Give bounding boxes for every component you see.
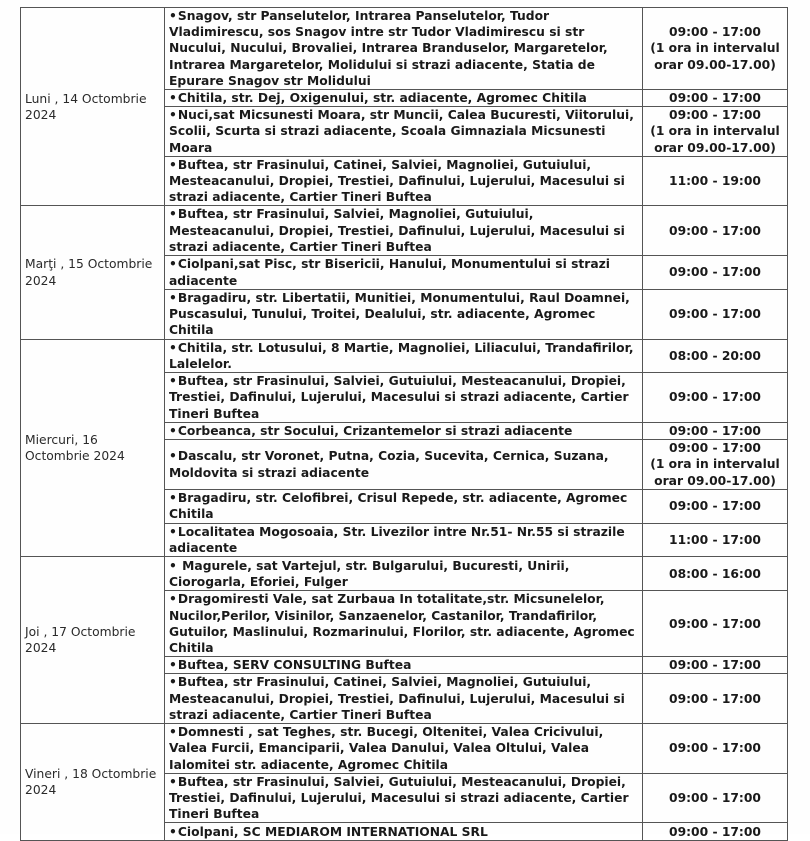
location-cell <box>165 423 643 440</box>
schedule-row <box>21 557 788 591</box>
location-text: Buftea, str Frasinului, Catinei, Salviei, Magnoliei, Gutuiului, Mesteacanului, Dropiei, Trestiei, Dafinului, Lujerului, Macesului si strazi adiacente, Cartier Tineri Buftea <box>169 157 625 205</box>
time-interval: 08:00 - 16:00 <box>669 566 761 581</box>
day-date-cell: Miercuri, 16 Octombrie 2024 <box>21 339 165 557</box>
time-note: (1 ora in intervalul orar 09.00-17.00) <box>650 457 780 488</box>
time-interval: 11:00 - 19:00 <box>669 174 761 189</box>
time-cell <box>643 156 788 206</box>
bullet-icon: • <box>169 108 177 123</box>
schedule-row <box>21 339 788 372</box>
bullet-icon: • <box>169 91 177 106</box>
location-cell <box>165 657 643 674</box>
day-date-cell: Vineri , 18 Octombrie 2024 <box>21 724 165 841</box>
time-cell <box>643 373 788 423</box>
time-interval: 09:00 - 17:00 <box>669 108 761 123</box>
time-interval: 08:00 - 20:00 <box>669 348 761 363</box>
bullet-icon: • <box>169 774 177 789</box>
location-text: Buftea, str Frasinului, Salviei, Gutuiului, Mesteacanului, Dropiei, Trestiei, Dafinului, Lujerului, Macesului si strazi adiacente, Cartier Tineri Buftea <box>169 374 629 421</box>
bullet-icon: • <box>169 257 177 272</box>
bullet-icon: • <box>169 291 177 306</box>
location-cell <box>165 256 643 290</box>
outage-schedule-table <box>20 7 788 841</box>
location-text: Buftea, str Frasinului, Salviei, Magnoliei, Gutuiului, Mesteacanului, Dropiei, Trestiei, Dafinului, Lujerului, Macesului si strazi adiacente, Cartier Tineri Buftea <box>169 207 625 254</box>
bullet-icon: • <box>169 524 177 539</box>
location-text: Corbeanca, str Socului, Crizantemelor si strazi adiacente <box>177 424 573 439</box>
time-cell <box>643 339 788 372</box>
location-text: Chitila, str. Lotusului, 8 Martie, Magnoliei, Liliacului, Trandafirilor, Lalelelor. <box>169 340 634 371</box>
bullet-icon: • <box>169 340 177 355</box>
bullet-icon: • <box>169 658 177 673</box>
bullet-icon: • <box>169 9 177 23</box>
bullet-icon: • <box>169 449 177 464</box>
location-text: Snagov, str Panselutelor, Intrarea Panselutelor, Tudor Vladimirescu, sos Snagov intre str Tudor Vladimirescu si str Nucului, Nucului, Brovaliei, Intrarea Branduselor, Margaretelor, Intrarea Margaretelor, Molidului si strazi adiacente, Statia de Epurare Snagov str Molidului <box>169 9 608 88</box>
location-text: Localitatea Mogosoaia, Str. Livezilor intre Nr.51- Nr.55 si strazile adiacente <box>169 524 625 556</box>
location-cell <box>165 440 643 490</box>
time-cell <box>643 591 788 657</box>
bullet-icon: • <box>169 675 177 690</box>
schedule-row <box>21 724 788 774</box>
bullet-icon: • <box>169 592 177 607</box>
time-interval: 09:00 - 17:00 <box>669 265 761 280</box>
location-text: Dascalu, str Voronet, Putna, Cozia, Sucevita, Cernica, Suzana, Moldovita si strazi adiacente <box>169 449 609 480</box>
time-interval: 09:00 - 17:00 <box>669 441 761 456</box>
location-text: Chitila, str. Dej, Oxigenului, str. adiacente, Agromec Chitila <box>177 91 587 106</box>
time-interval: 09:00 - 17:00 <box>669 691 761 706</box>
location-cell <box>165 90 643 107</box>
time-cell <box>643 8 788 90</box>
location-cell <box>165 8 643 90</box>
bullet-icon: • <box>169 207 177 222</box>
schedule-body <box>21 8 788 841</box>
time-note: (1 ora in intervalul orar 09.00-17.00) <box>650 41 780 72</box>
time-cell <box>643 773 788 823</box>
time-cell <box>643 557 788 591</box>
time-interval: 09:00 - 17:00 <box>669 790 761 805</box>
time-interval: 09:00 - 17:00 <box>669 499 761 514</box>
location-cell <box>165 156 643 206</box>
time-note: (1 ora in intervalul orar 09.00-17.00) <box>650 124 780 155</box>
time-cell <box>643 90 788 107</box>
time-cell <box>643 823 788 841</box>
time-cell <box>643 206 788 256</box>
location-text: Dragomiresti Vale, sat Zurbaua In totalitate,str. Micsunelelor, Nucilor,Perilor, Visinilor, Sanzaenelor, Castanilor, Trandafirilor, Gutuilor, Maslinului, Rozmarinului, Florilor, str. adiacente, Agromec Chitila <box>169 592 635 655</box>
bullet-icon: • <box>169 824 177 839</box>
time-interval: 09:00 - 17:00 <box>669 424 761 439</box>
time-interval: 11:00 - 17:00 <box>669 532 761 547</box>
location-cell <box>165 674 643 724</box>
location-cell <box>165 591 643 657</box>
location-text: Nuci,sat Micsunesti Moara, str Muncii, Calea Bucuresti, Viitorului, Scolii, Scurta si strazi adiacente, Scoala Gimnaziala Micsunesti Moara <box>169 108 634 155</box>
time-interval: 09:00 - 17:00 <box>669 390 761 405</box>
location-cell <box>165 206 643 256</box>
location-text: Ciolpani, SC MEDIAROM INTERNATIONAL SRL <box>177 824 488 839</box>
time-interval: 09:00 - 17:00 <box>669 91 761 106</box>
location-cell <box>165 557 643 591</box>
bullet-icon: • <box>169 725 177 740</box>
time-cell <box>643 523 788 556</box>
location-cell <box>165 489 643 523</box>
bullet-icon: • <box>169 491 177 506</box>
location-cell <box>165 107 643 157</box>
location-text: Bragadiru, str. Celofibrei, Crisul Repede, str. adiacente, Agromec Chitila <box>169 491 628 522</box>
location-cell <box>165 523 643 556</box>
location-text: Ciolpani,sat Pisc, str Bisericii, Hanului, Monumentului si strazi adiacente <box>169 257 611 288</box>
time-interval: 09:00 - 17:00 <box>669 307 761 322</box>
location-text: Buftea, str Frasinului, Catinei, Salviei, Magnoliei, Gutuiului, Mesteacanului, Dropiei, Trestiei, Dafinului, Lujerului, Macesului si strazi adiacente, Cartier Tineri Buftea <box>169 675 625 722</box>
location-cell <box>165 290 643 340</box>
time-cell <box>643 657 788 674</box>
time-cell <box>643 674 788 724</box>
bullet-icon: • <box>169 558 177 573</box>
time-cell <box>643 290 788 340</box>
schedule-row <box>21 206 788 256</box>
time-interval: 09:00 - 17:00 <box>669 824 761 839</box>
time-cell <box>643 724 788 774</box>
time-cell <box>643 489 788 523</box>
time-interval: 09:00 - 17:00 <box>669 25 761 40</box>
time-cell <box>643 440 788 490</box>
time-interval: 09:00 - 17:00 <box>669 658 761 673</box>
time-cell <box>643 107 788 157</box>
bullet-icon: • <box>169 157 177 172</box>
bullet-icon: • <box>169 424 177 439</box>
time-cell <box>643 256 788 290</box>
time-interval: 09:00 - 17:00 <box>669 223 761 238</box>
time-interval: 09:00 - 17:00 <box>669 616 761 631</box>
location-cell <box>165 724 643 774</box>
location-text: Bragadiru, str. Libertatii, Munitiei, Monumentului, Raul Doamnei, Puscasului, Tunului, Troitei, Dealului, str. adiacente, Agromec Chitila <box>169 291 630 338</box>
day-date-cell: Luni , 14 Octombrie 2024 <box>21 8 165 206</box>
location-cell <box>165 339 643 372</box>
location-text: Buftea, str Frasinului, Salviei, Gutuiului, Mesteacanului, Dropiei, Trestiei, Dafinului, Lujerului, Macesului si strazi adiacente, Cartier Tineri Buftea <box>169 774 629 822</box>
location-text: Domnesti , sat Teghes, str. Bucegi, Oltenitei, Valea Cricivului, Valea Furcii, Emanciparii, Valea Danului, Valea Oltului, Valea Ialomitei str. adiacente, Agromec Chitila <box>169 725 604 772</box>
location-text: Buftea, SERV CONSULTING Buftea <box>177 658 412 673</box>
bullet-icon: • <box>169 374 177 389</box>
time-interval: 09:00 - 17:00 <box>669 741 761 756</box>
location-cell <box>165 773 643 823</box>
day-date-cell: Marţi , 15 Octombrie 2024 <box>21 206 165 339</box>
schedule-row <box>21 8 788 90</box>
location-cell <box>165 373 643 423</box>
location-cell <box>165 823 643 841</box>
day-date-cell: Joi , 17 Octombrie 2024 <box>21 557 165 724</box>
time-cell <box>643 423 788 440</box>
location-text: Magurele, sat Vartejul, str. Bulgarului, Bucuresti, Unirii, Ciorogarla, Eforiei, Fulger <box>169 558 570 589</box>
